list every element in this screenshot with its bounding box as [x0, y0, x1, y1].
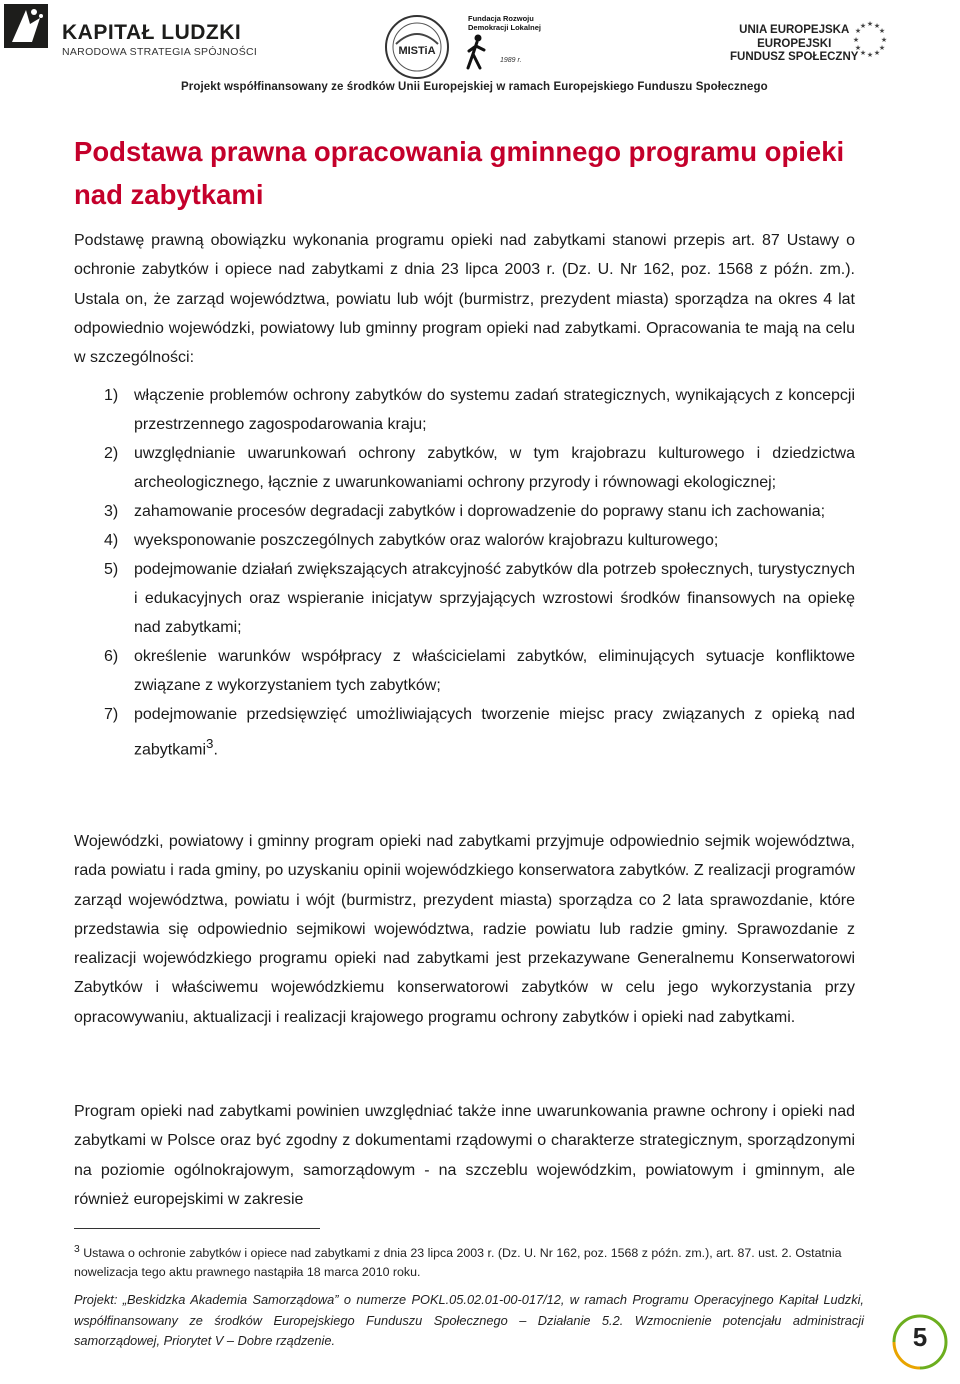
list-text: włączenie problemów ochrony zabytków do systemu zadań strategicznych, wynikających z koncepcji przestrzennego zagospodarowania kraju; [134, 387, 855, 433]
list-text: uwzględnianie uwarunkowań ochrony zabytków, w tym krajobrazu kulturowego i dziedzictwa archeologicznego, łącznie z uwarunkowaniami ochrony przyrody i równowagi ekologicznej; [134, 445, 855, 491]
svg-text:★: ★ [854, 44, 862, 52]
list-number: 4) [104, 532, 119, 549]
mistia-logo [384, 14, 450, 80]
ue-line-2: EUROPEJSKI [757, 37, 832, 50]
kapital-ludzki-title: KAPITAŁ LUDZKI [62, 21, 242, 44]
list-text: podejmowanie przedsięwzięć umożliwiających tworzenie miejsc pracy związanych z opieką nad zabytkami [134, 706, 855, 759]
svg-text:★: ★ [859, 49, 867, 57]
svg-text:MISTiA: MISTiA [398, 45, 436, 57]
svg-text:★: ★ [878, 44, 886, 52]
eu-stars-icon [850, 20, 890, 60]
fundacja-line-1: Fundacja Rozwoju [468, 14, 534, 23]
list-item [104, 381, 855, 439]
list-item [104, 642, 855, 700]
list-item [104, 700, 855, 764]
sentence-end: . [213, 741, 218, 759]
list-text: wyeksponowanie poszczególnych zabytków oraz walorów krajobrazu kulturowego; [134, 532, 719, 549]
list-item [104, 497, 855, 526]
list-number: 6) [104, 648, 119, 665]
svg-text:★: ★ [880, 36, 888, 44]
ue-line-3: FUNDUSZ SPOŁECZNY [730, 51, 859, 63]
list-number: 3) [104, 503, 119, 520]
svg-text:★: ★ [878, 27, 886, 35]
fundacja-name [468, 14, 541, 32]
ue-line-1: UNIA EUROPEJSKA [739, 24, 850, 36]
footnote [74, 1240, 864, 1282]
footnote-marker: 3 [74, 1244, 80, 1255]
footnote-reference[interactable]: 3 [206, 736, 214, 751]
cofinancing-note: Projekt współfinansowany ze środków Unii Europejskiej w ramach Europejskiego Funduszu Społecznego [181, 81, 768, 93]
list-item [104, 555, 855, 642]
list-text: zahamowanie procesów degradacji zabytków i doprowadzenie do poprawy stanu ich zachowania; [134, 503, 826, 520]
fundacja-line-2: Demokracji Lokalnej [468, 23, 541, 32]
footnote-divider [74, 1228, 320, 1229]
intro-paragraph: Podstawę prawną obowiązku wykonania programu opieki nad zabytkami stanowi przepis art. 87 Ustawy o ochronie zabytków i opiece nad zabytkami z dnia 23 lipca 2003 r. (Dz. U. Nr 162, poz. 1568 z późn. zm.). Ustala on, że zarząd województwa, powiatu lub wójt (burmistrz, prezydent miasta) sporządza na okres 4 lat odpowiednio wojewódzki, powiatowy lub gminny program opieki nad zabytkami. Opracowania te mają na celu w szczególności: [74, 232, 855, 367]
svg-text:★: ★ [852, 36, 860, 44]
list-number: 5) [104, 561, 119, 578]
list-text: określenie warunków współpracy z właścicielami zabytków, eliminujących sytuacje konfliktowe związane z wykorzystaniem tych zabytków; [134, 648, 855, 694]
goals-list [104, 381, 855, 764]
project-footer: Projekt: „Beskidzka Akademia Samorządowa” o numerze POKL.05.02.01-00-017/12, w ramach Programu Operacyjnego Kapitał Ludzki, współfinansowany ze środków Europejskiego Funduszu Społecznego – Działanie 5.2. Wzmocnienie potencjału administracji samorządowej, Priorytet V – Dobre rządzenie. [74, 1292, 864, 1348]
kapital-ludzki-logo [4, 4, 48, 48]
page-number: 5 [912, 1322, 928, 1352]
footnote-text: Ustawa o ochronie zabytków i opiece nad zabytkami z dnia 23 lipca 2003 r. (Dz. U. Nr 162, poz. 1568 z późn. zm.), art. 87. ust. 2. Ostatnia nowelizacja tego aktu prawnego nastąpiła 18 marca 2010 roku. [74, 1246, 842, 1280]
fundacja-year: 1989 r. [500, 57, 522, 64]
adoption-paragraph: Wojewódzki, powiatowy i gminny program opieki nad zabytkami przyjmuje odpowiednio sejmik województwa, rada powiatu i rada gminy, po uzyskaniu opinii wojewódzkiego konserwatora zabytków. Z realizacji programów zarząd województwa, powiatu i wójt (burmistrz, prezydent miasta) sporządza co 2 lata sprawozdanie, które przedstawia się odpowiednio sejmikowi województwa, radzie powiatu lub radzie gminy. Sprawozdanie z realizacji wojewódzkiego programu opieki nad zabytkami jest przekazywane Generalnemu Konserwatorowi Zabytków i właściwemu wojewódzkiemu konserwatorowi zabytków w celu jego wykorzystania przy opracowywaniu, aktualizacji i realizacji krajowego programu ochrony zabytków i opieki nad zabytkami. [74, 833, 855, 1026]
svg-text:★: ★ [854, 27, 862, 35]
svg-text:★: ★ [866, 51, 874, 59]
consistency-paragraph: Program opieki nad zabytkami powinien uwzględniać także inne uwarunkowania prawne ochrony i opieki nad zabytkami w Polsce oraz być zgodny z dokumentami rządowymi o charakterze strategicznym, sporządzonymi na poziomie ogólnokrajowym, samorządowym - na szczeblu wojewódzkim, powiatowym i gminnym, ale również europejskimi w zakresie [74, 1103, 855, 1208]
list-item [104, 526, 855, 555]
svg-text:★: ★ [873, 22, 881, 30]
list-number: 2) [104, 445, 119, 462]
page-header [0, 0, 960, 100]
walking-figure-icon [462, 34, 490, 70]
list-item [104, 439, 855, 497]
list-number: 1) [104, 387, 119, 404]
ue-efs-text [730, 24, 858, 65]
list-number: 7) [104, 706, 119, 723]
svg-text:★: ★ [866, 20, 874, 28]
page-title: Podstawa prawna opracowania gminnego programu opieki nad zabytkami [74, 136, 845, 210]
list-text: podejmowanie działań zwiększających atrakcyjność zabytków dla potrzeb społecznych, turystycznych i edukacyjnych oraz wspieranie inicjatyw sprzyjających wzrostowi środków finansowych na opiekę nad zabytkami; [134, 561, 855, 636]
svg-text:★: ★ [873, 49, 881, 57]
svg-text:★: ★ [859, 22, 867, 30]
kapital-ludzki-subtitle: NARODOWA STRATEGIA SPÓJNOŚCI [62, 46, 258, 58]
